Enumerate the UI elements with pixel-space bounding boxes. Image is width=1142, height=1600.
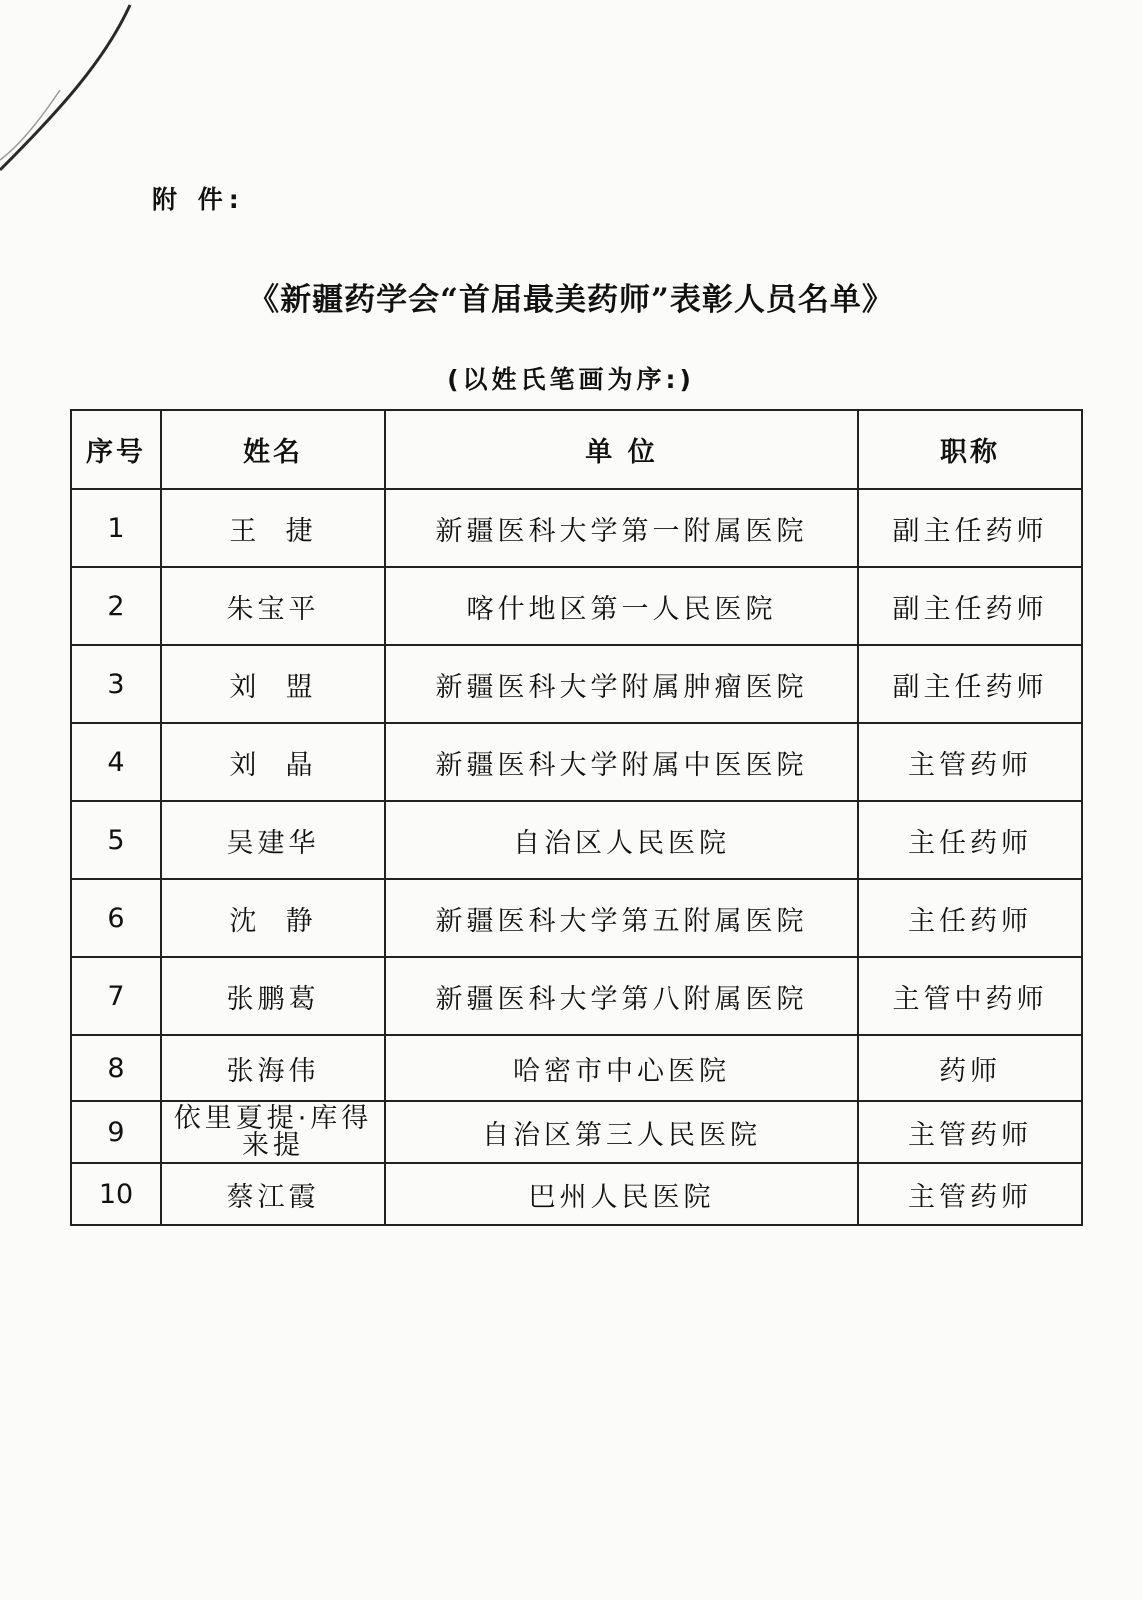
roster-table	[70, 409, 1083, 1226]
row-unit: 哈密市中心医院	[385, 1035, 858, 1101]
row-name: 张海伟	[161, 1035, 385, 1101]
row-unit: 新疆医科大学第八附属医院	[385, 957, 858, 1035]
row-name: 朱宝平	[161, 567, 385, 645]
row-unit: 新疆医科大学第一附属医院	[385, 489, 858, 567]
row-title: 副主任药师	[858, 645, 1082, 723]
row-no: 4	[71, 723, 161, 801]
row-title: 主管药师	[858, 1101, 1082, 1163]
document-title: 《新疆药学会“首届最美药师”表彰人员名单》	[248, 282, 894, 318]
row-unit: 喀什地区第一人民医院	[385, 567, 858, 645]
row-unit: 新疆医科大学附属肿瘤医院	[385, 645, 858, 723]
table-row	[71, 723, 1082, 801]
row-title: 副主任药师	[858, 567, 1082, 645]
row-unit: 自治区人民医院	[385, 801, 858, 879]
row-title: 主管药师	[858, 1163, 1082, 1225]
row-name: 蔡江霞	[161, 1163, 385, 1225]
row-title: 主任药师	[858, 879, 1082, 957]
table-row	[71, 801, 1082, 879]
table-row	[71, 1035, 1082, 1101]
row-no: 3	[71, 645, 161, 723]
row-no: 2	[71, 567, 161, 645]
row-no: 8	[71, 1035, 161, 1101]
table-row	[71, 1163, 1082, 1225]
table-row	[71, 645, 1082, 723]
column-header-title: 职称	[858, 410, 1082, 489]
column-header-name: 姓名	[161, 410, 385, 489]
table-row	[71, 567, 1082, 645]
row-unit: 巴州人民医院	[385, 1163, 858, 1225]
row-no: 10	[71, 1163, 161, 1225]
row-no: 6	[71, 879, 161, 957]
row-no: 1	[71, 489, 161, 567]
row-title: 副主任药师	[858, 489, 1082, 567]
row-name: 张鹏葛	[161, 957, 385, 1035]
table-row	[71, 879, 1082, 957]
row-name: 王 捷	[161, 489, 385, 567]
row-no: 9	[71, 1101, 161, 1163]
table-row	[71, 957, 1082, 1035]
document-subtitle: (以姓氏笔画为序:)	[447, 365, 695, 394]
row-no: 5	[71, 801, 161, 879]
row-name: 依里夏提·库得来提	[161, 1101, 385, 1163]
table-header-row	[71, 410, 1082, 489]
row-name: 沈 静	[161, 879, 385, 957]
row-title: 药师	[858, 1035, 1082, 1101]
attachment-label: 附 件:	[152, 185, 245, 214]
row-unit: 新疆医科大学附属中医医院	[385, 723, 858, 801]
row-title: 主管中药师	[858, 957, 1082, 1035]
row-name: 刘 盟	[161, 645, 385, 723]
column-header-no: 序号	[71, 410, 161, 489]
row-unit: 新疆医科大学第五附属医院	[385, 879, 858, 957]
row-title: 主管药师	[858, 723, 1082, 801]
row-unit: 自治区第三人民医院	[385, 1101, 858, 1163]
row-title: 主任药师	[858, 801, 1082, 879]
table-row	[71, 489, 1082, 567]
column-header-unit: 单 位	[385, 410, 858, 489]
table-row	[71, 1101, 1082, 1163]
row-no: 7	[71, 957, 161, 1035]
row-name: 吴建华	[161, 801, 385, 879]
row-name: 刘 晶	[161, 723, 385, 801]
